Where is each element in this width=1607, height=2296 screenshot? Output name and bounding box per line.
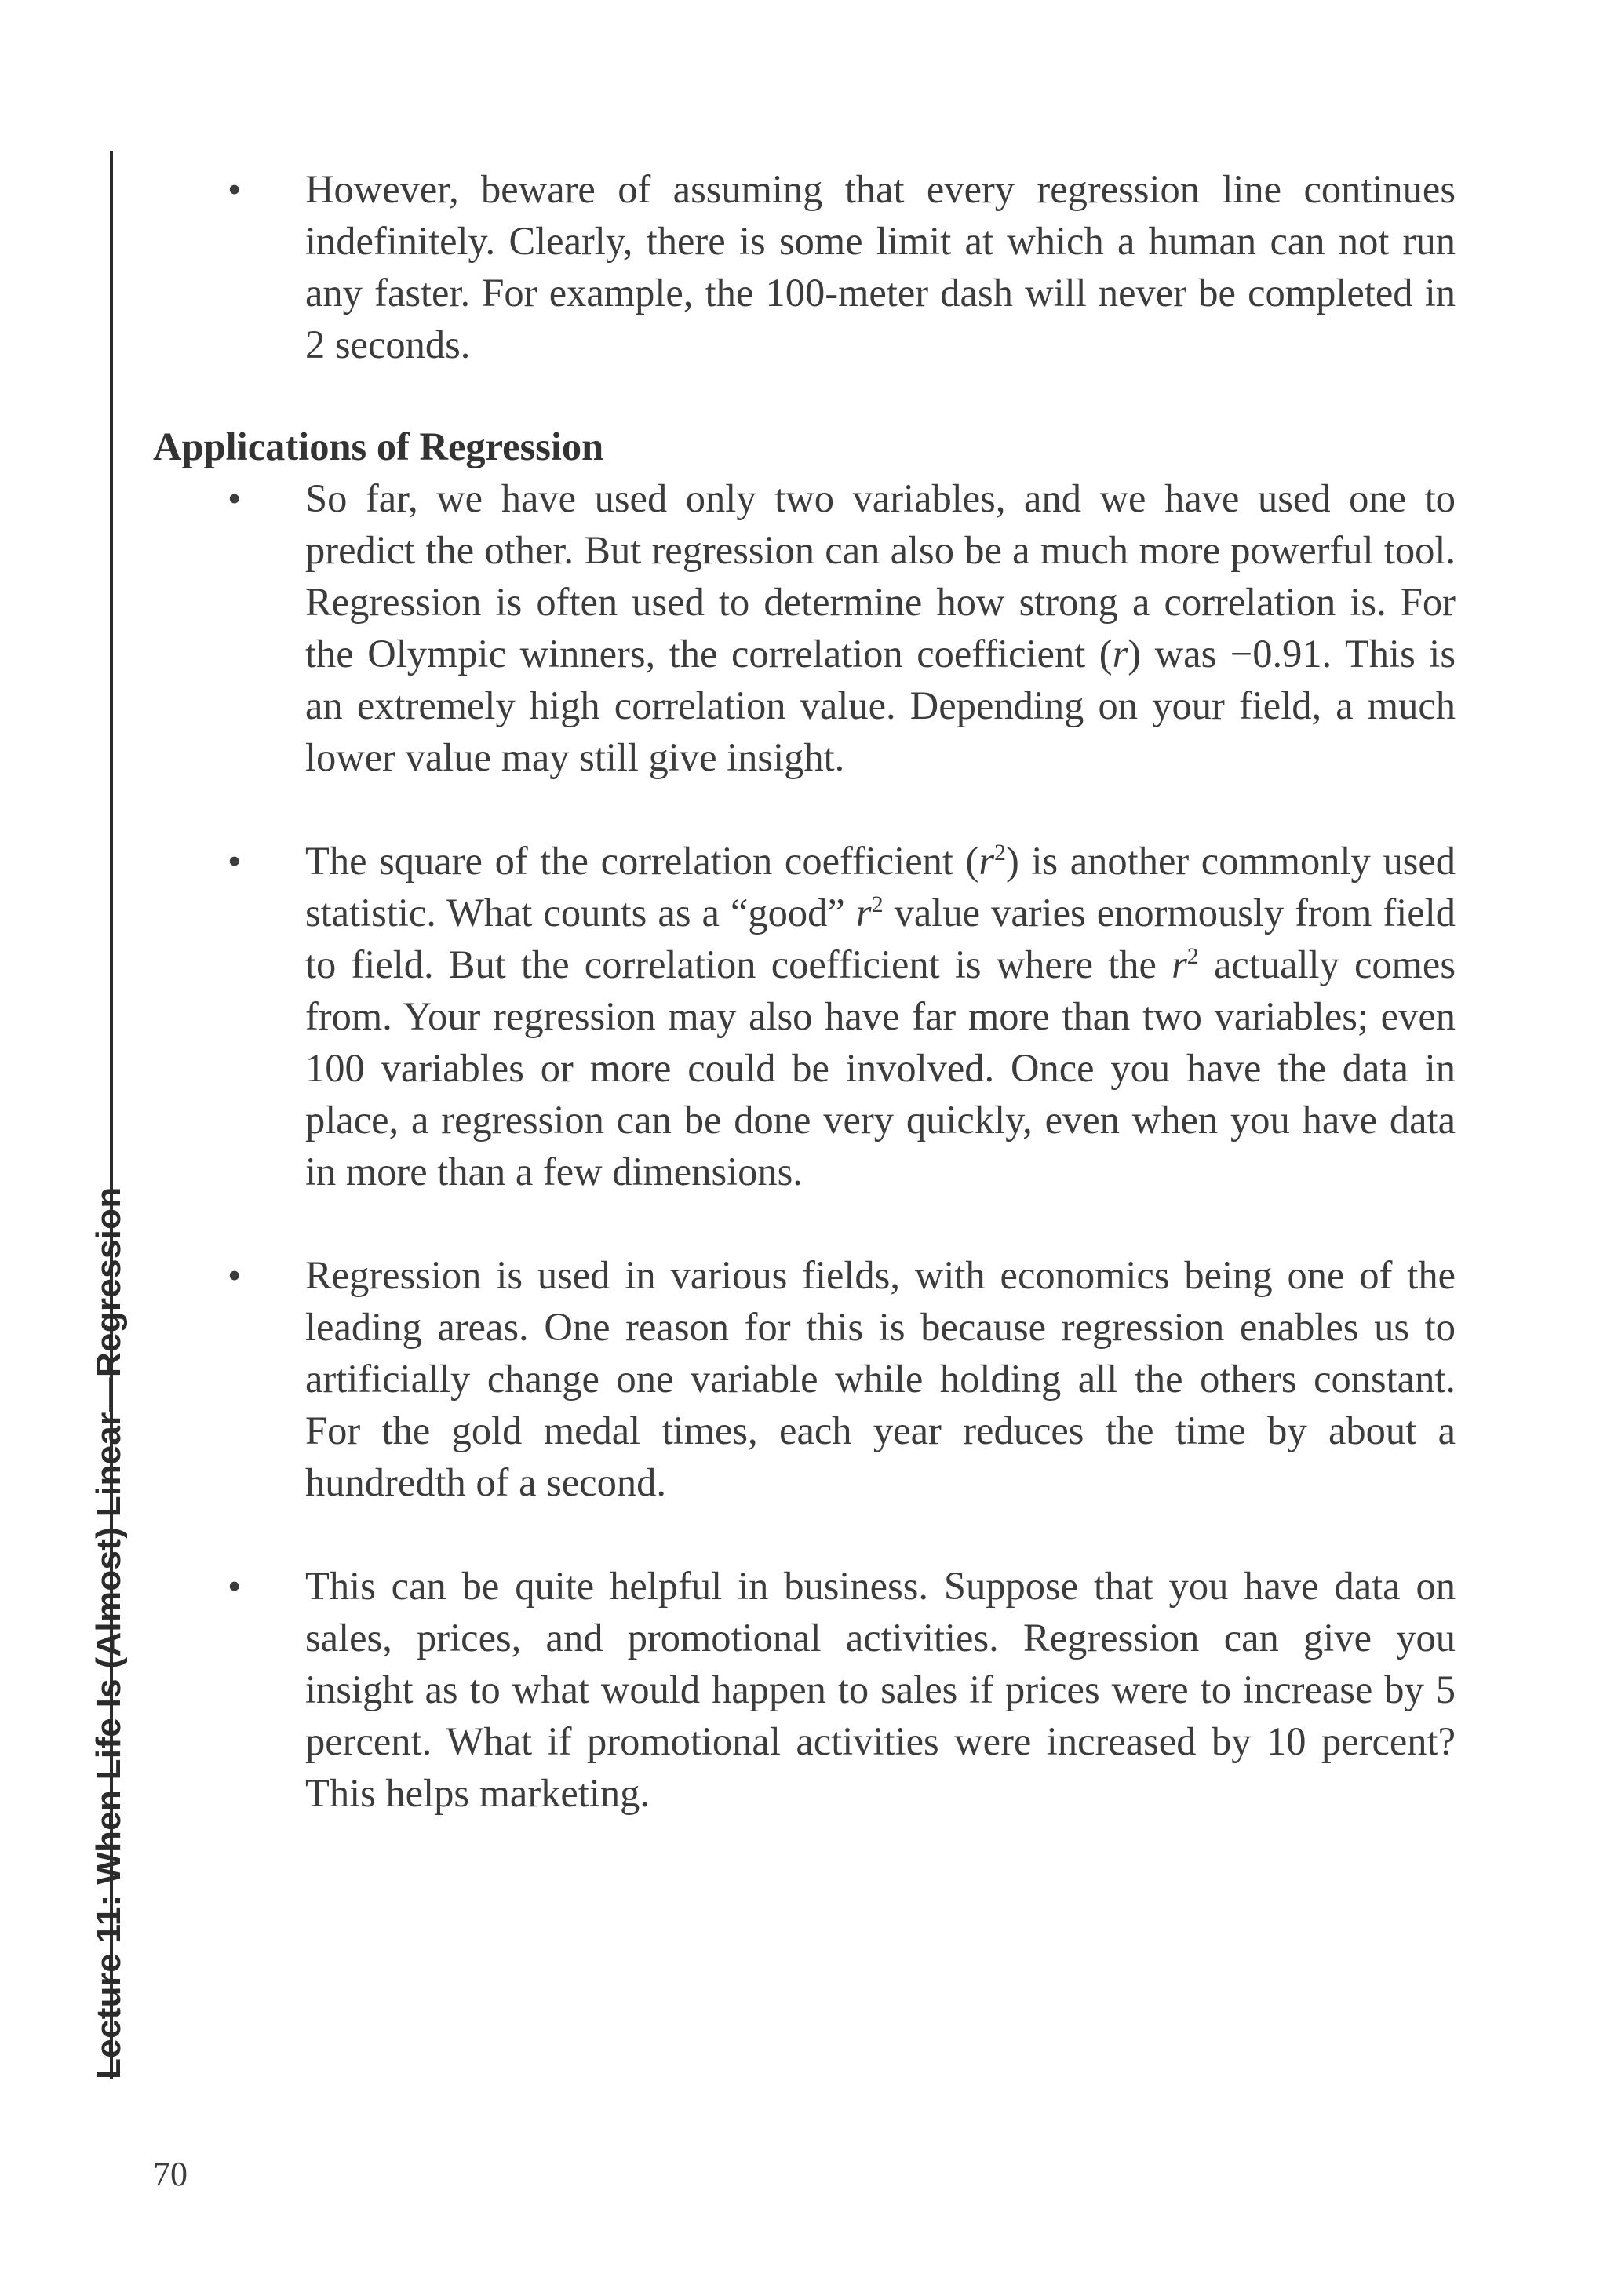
sidebar-lecture-title: Lecture 11: When Life Is (Almost) Linear—Regression [89, 1186, 128, 2079]
page-number: 70 [153, 2155, 188, 2193]
bullet-text: However, beware of assuming that every regression line continues indefinitely. Clearly, there is some limit at which a human can not run any faster. For example, the 100-meter dash will never be completed in 2 seconds. [305, 167, 1456, 366]
bullet-icon: • [228, 839, 242, 883]
superscript-2: 2 [994, 840, 1006, 866]
bullet-icon: • [228, 1564, 242, 1608]
bullet-text: Regression is used in various fields, with economics being one of the leading areas. One reason for this is because regression enables us to artificially change one variable while holding all the others constant. For the gold medal times, each year reduces the time by about a hundredth of a second. [305, 1253, 1456, 1504]
bullet-item [153, 1249, 1456, 1508]
text-run: actually comes from. Your regression may also have far more than two variables; even 100 variables or more could be involved. Once you have the data in place, a regression can be done very quickly, even when you have data in more than a few dimensions. [305, 942, 1456, 1194]
bullet-item [153, 163, 1456, 370]
page-body [153, 163, 1456, 1819]
variable-r: r [1172, 942, 1187, 986]
superscript-2: 2 [871, 891, 884, 918]
text-run: ) was −0.91. This is an extremely high correlation value. Depending on your field, a much lower value may still give insight. [305, 632, 1456, 779]
bullet-text: This can be quite helpful in business. Suppose that you have data on sales, prices, and promotional activities. Regression can give you insight as to what would happen to sales if prices were to increase by 5 percent. What if promotional activities were increased by 10 percent? This helps marketing. [305, 1564, 1456, 1815]
text-run: The square of the correlation coefficient ( [305, 839, 979, 883]
bullet-icon: • [228, 1253, 242, 1297]
section-heading: Applications of Regression [153, 425, 604, 468]
bullet-icon: • [228, 476, 242, 520]
variable-r: r [1112, 632, 1128, 676]
bullet-text [305, 835, 1456, 1197]
bullet-item [153, 472, 1456, 783]
variable-r: r [855, 891, 872, 935]
section-heading-wrap [153, 421, 1456, 472]
text-run: So far, we have used only two variables, and we have used one to predict the other. But regression can also be a much more powerful tool. Regression is often used to determine how strong a correlation is. For the Olympic winners, the correlation coefficient ( [305, 476, 1456, 676]
bullet-icon: • [228, 167, 242, 211]
superscript-2: 2 [1186, 943, 1199, 970]
variable-r: r [978, 839, 994, 883]
bullet-item [153, 835, 1456, 1197]
text-run: ) is another commonly used statistic. What counts as a “good” [305, 839, 1456, 935]
bullet-item [153, 1560, 1456, 1819]
text-run: value varies enormously from field to field. But the correlation coefficient is where the [305, 891, 1456, 986]
bullet-text [305, 472, 1456, 783]
